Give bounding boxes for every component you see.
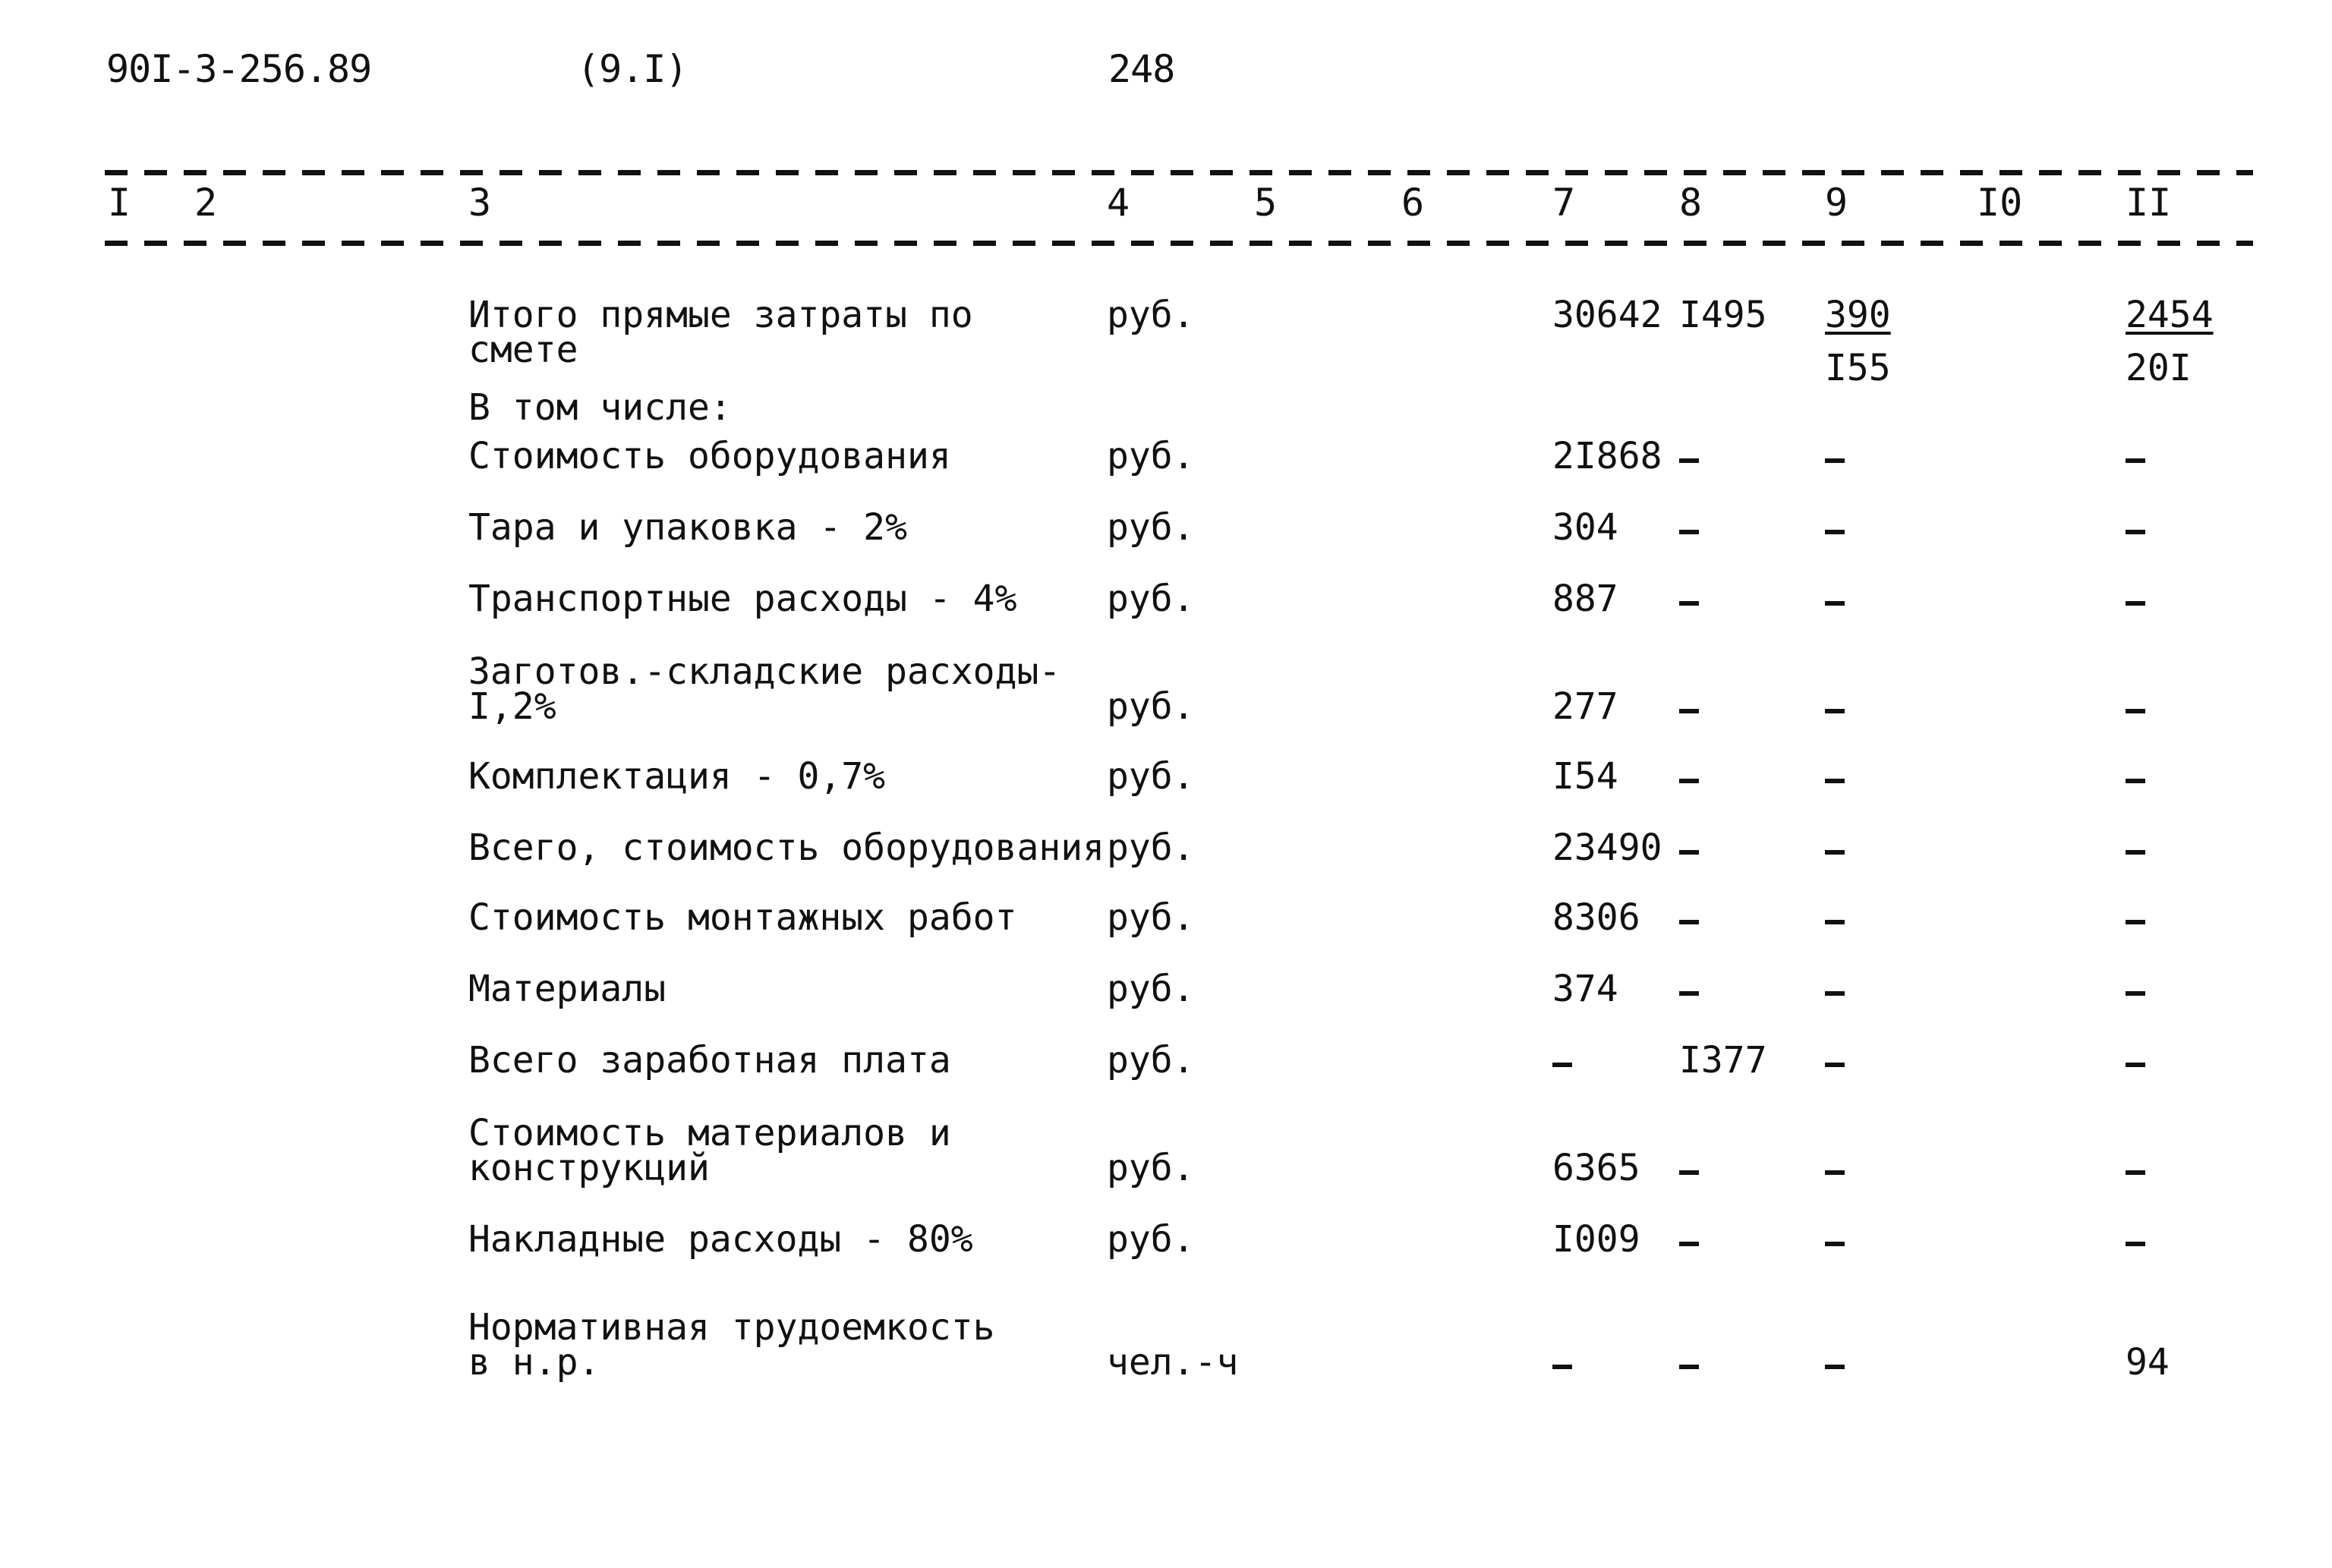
item-name: Транспортные расходы - 4% — [468, 578, 1017, 620]
unit: чел.-ч — [1107, 1341, 1239, 1384]
col-8-value — [1679, 1151, 1699, 1185]
col-11-value — [2126, 971, 2145, 1006]
unit: руб. — [1107, 968, 1195, 1010]
col-8-value — [1679, 689, 1699, 724]
col-9-value — [1825, 971, 1845, 1006]
col-7-value: 887 — [1552, 578, 1618, 620]
col-11-value — [2126, 439, 2145, 474]
col-11-value — [2126, 1222, 2145, 1257]
empty-value-dash — [1679, 458, 1699, 463]
empty-value-dash — [1825, 920, 1845, 924]
col-9-value — [1825, 830, 1845, 865]
empty-value-dash — [2126, 709, 2145, 713]
col-7-value: 304 — [1552, 506, 1618, 549]
column-number-1: I — [108, 181, 131, 225]
item-name: Материалы — [468, 968, 667, 1010]
table-top-rule — [105, 170, 2253, 175]
empty-value-dash — [2126, 530, 2145, 534]
unit: руб. — [1107, 578, 1195, 620]
col-11-value — [2126, 900, 2145, 935]
col-9-value — [1825, 1151, 1845, 1185]
col-11-fraction — [2126, 294, 2214, 389]
item-name: Стоимость монтажных работ — [468, 896, 1017, 939]
col-9-value — [1825, 439, 1845, 474]
col-9-value — [1825, 759, 1845, 794]
page-number: 248 — [1108, 47, 1175, 91]
empty-value-dash — [2126, 1170, 2145, 1175]
document-code: 90I-3-256.89 — [106, 47, 372, 91]
col-11-value — [2126, 830, 2145, 865]
column-number-4: 4 — [1107, 181, 1130, 225]
col-7-value: 8306 — [1552, 896, 1640, 939]
col-8-value — [1679, 900, 1699, 935]
col-11-value — [2126, 759, 2145, 794]
col-9-value — [1825, 581, 1845, 616]
col-7-value: 23490 — [1552, 827, 1662, 869]
item-name: Комплектация - 0,7% — [468, 755, 886, 798]
column-number-6: 6 — [1401, 181, 1425, 225]
empty-value-dash — [1679, 920, 1699, 924]
item-name: Итого прямые затраты по смете — [468, 294, 973, 371]
item-name: Накладные расходы - 80% — [468, 1218, 973, 1261]
unit: руб. — [1107, 1147, 1195, 1189]
col-8-value — [1679, 1222, 1699, 1257]
item-name: Тара и упаковка - 2% — [468, 506, 907, 549]
empty-value-dash — [1825, 1063, 1845, 1067]
unit: руб. — [1107, 1218, 1195, 1261]
item-name: Стоимость материалов и конструкций — [468, 1112, 951, 1189]
col-7-value: 6365 — [1552, 1147, 1640, 1189]
col-9-value — [1825, 689, 1845, 724]
col-11-value — [2126, 510, 2145, 545]
empty-value-dash — [1679, 1365, 1699, 1369]
col-8-value — [1679, 830, 1699, 865]
empty-value-dash — [2126, 850, 2145, 855]
empty-value-dash — [1679, 850, 1699, 855]
col-11-value: 94 — [2126, 1341, 2170, 1384]
col-9-fraction — [1825, 294, 1891, 389]
empty-value-dash — [2126, 991, 2145, 996]
empty-value-dash — [2126, 779, 2145, 783]
column-number-3: 3 — [468, 181, 492, 225]
empty-value-dash — [1825, 1365, 1845, 1369]
col-8-value: I495 — [1679, 294, 1767, 336]
empty-value-dash — [1679, 1242, 1699, 1246]
empty-value-dash — [1825, 779, 1845, 783]
col-8-value — [1679, 581, 1699, 616]
empty-value-dash — [1679, 1170, 1699, 1175]
unit: руб. — [1107, 755, 1195, 798]
unit: руб. — [1107, 435, 1195, 477]
empty-value-dash — [1825, 601, 1845, 606]
col-9-value — [1825, 1345, 1845, 1380]
item-name: В том числе: — [468, 386, 732, 429]
col-7-value: I54 — [1552, 755, 1618, 798]
col-8-value — [1679, 510, 1699, 545]
item-name: Стоимость оборудования — [468, 435, 951, 477]
col-11-value — [2126, 1151, 2145, 1185]
empty-value-dash — [2126, 458, 2145, 463]
col-9-value — [1825, 1222, 1845, 1257]
col-7-value: 30642 — [1552, 294, 1662, 336]
col-8-value: I377 — [1679, 1039, 1767, 1082]
table-header-rule — [105, 241, 2253, 246]
col-11-value — [2126, 1043, 2145, 1078]
empty-value-dash — [1552, 1063, 1572, 1067]
empty-value-dash — [1825, 850, 1845, 855]
col-11-value — [2126, 581, 2145, 616]
empty-value-dash — [1679, 530, 1699, 534]
section-number: (9.I) — [577, 47, 688, 91]
empty-value-dash — [1552, 1365, 1572, 1369]
empty-value-dash — [2126, 1242, 2145, 1246]
unit: руб. — [1107, 685, 1195, 728]
empty-value-dash — [1825, 458, 1845, 463]
unit: руб. — [1107, 506, 1195, 549]
col-9-value — [1825, 900, 1845, 935]
column-number-5: 5 — [1254, 181, 1278, 225]
column-number-9: 9 — [1825, 181, 1848, 225]
col-7-value: 374 — [1552, 968, 1618, 1010]
unit: руб. — [1107, 896, 1195, 939]
empty-value-dash — [1679, 779, 1699, 783]
col-8-value — [1679, 1345, 1699, 1380]
empty-value-dash — [1679, 709, 1699, 713]
empty-value-dash — [2126, 1063, 2145, 1067]
empty-value-dash — [2126, 920, 2145, 924]
item-name: Всего, стоимость оборудования — [468, 827, 1105, 869]
col-7-value — [1552, 1043, 1572, 1078]
col-8-value — [1679, 971, 1699, 1006]
col-8-value — [1679, 439, 1699, 474]
empty-value-dash — [1825, 1170, 1845, 1175]
col-7-value — [1552, 1345, 1572, 1380]
column-number-8: 8 — [1679, 181, 1703, 225]
empty-value-dash — [1825, 709, 1845, 713]
col-11-numerator: 2454 — [2126, 294, 2214, 336]
unit: руб. — [1107, 827, 1195, 869]
empty-value-dash — [1679, 601, 1699, 606]
col-9-value — [1825, 1043, 1845, 1078]
col-7-value: I009 — [1552, 1218, 1640, 1261]
column-number-7: 7 — [1552, 181, 1576, 225]
empty-value-dash — [2126, 601, 2145, 606]
unit: руб. — [1107, 294, 1195, 336]
unit: руб. — [1107, 1039, 1195, 1082]
empty-value-dash — [1679, 991, 1699, 996]
col-7-value: 2I868 — [1552, 435, 1662, 477]
col-11-denominator: 20I — [2126, 347, 2192, 389]
col-11-value — [2126, 689, 2145, 724]
col-7-value: 277 — [1552, 685, 1618, 728]
item-name: Всего заработная плата — [468, 1039, 951, 1082]
empty-value-dash — [1825, 530, 1845, 534]
col-9-numerator: 390 — [1825, 294, 1891, 336]
column-number-11: II — [2126, 181, 2172, 225]
empty-value-dash — [1825, 991, 1845, 996]
column-number-2: 2 — [194, 181, 218, 225]
col-8-value — [1679, 759, 1699, 794]
item-name: Нормативная трудоемкость в н.р. — [468, 1306, 995, 1384]
item-name: Заготов.-складские расходы- I,2% — [468, 650, 1061, 728]
col-9-value — [1825, 510, 1845, 545]
empty-value-dash — [1825, 1242, 1845, 1246]
column-number-10: I0 — [1977, 181, 2023, 225]
col-9-denominator: I55 — [1825, 347, 1891, 389]
